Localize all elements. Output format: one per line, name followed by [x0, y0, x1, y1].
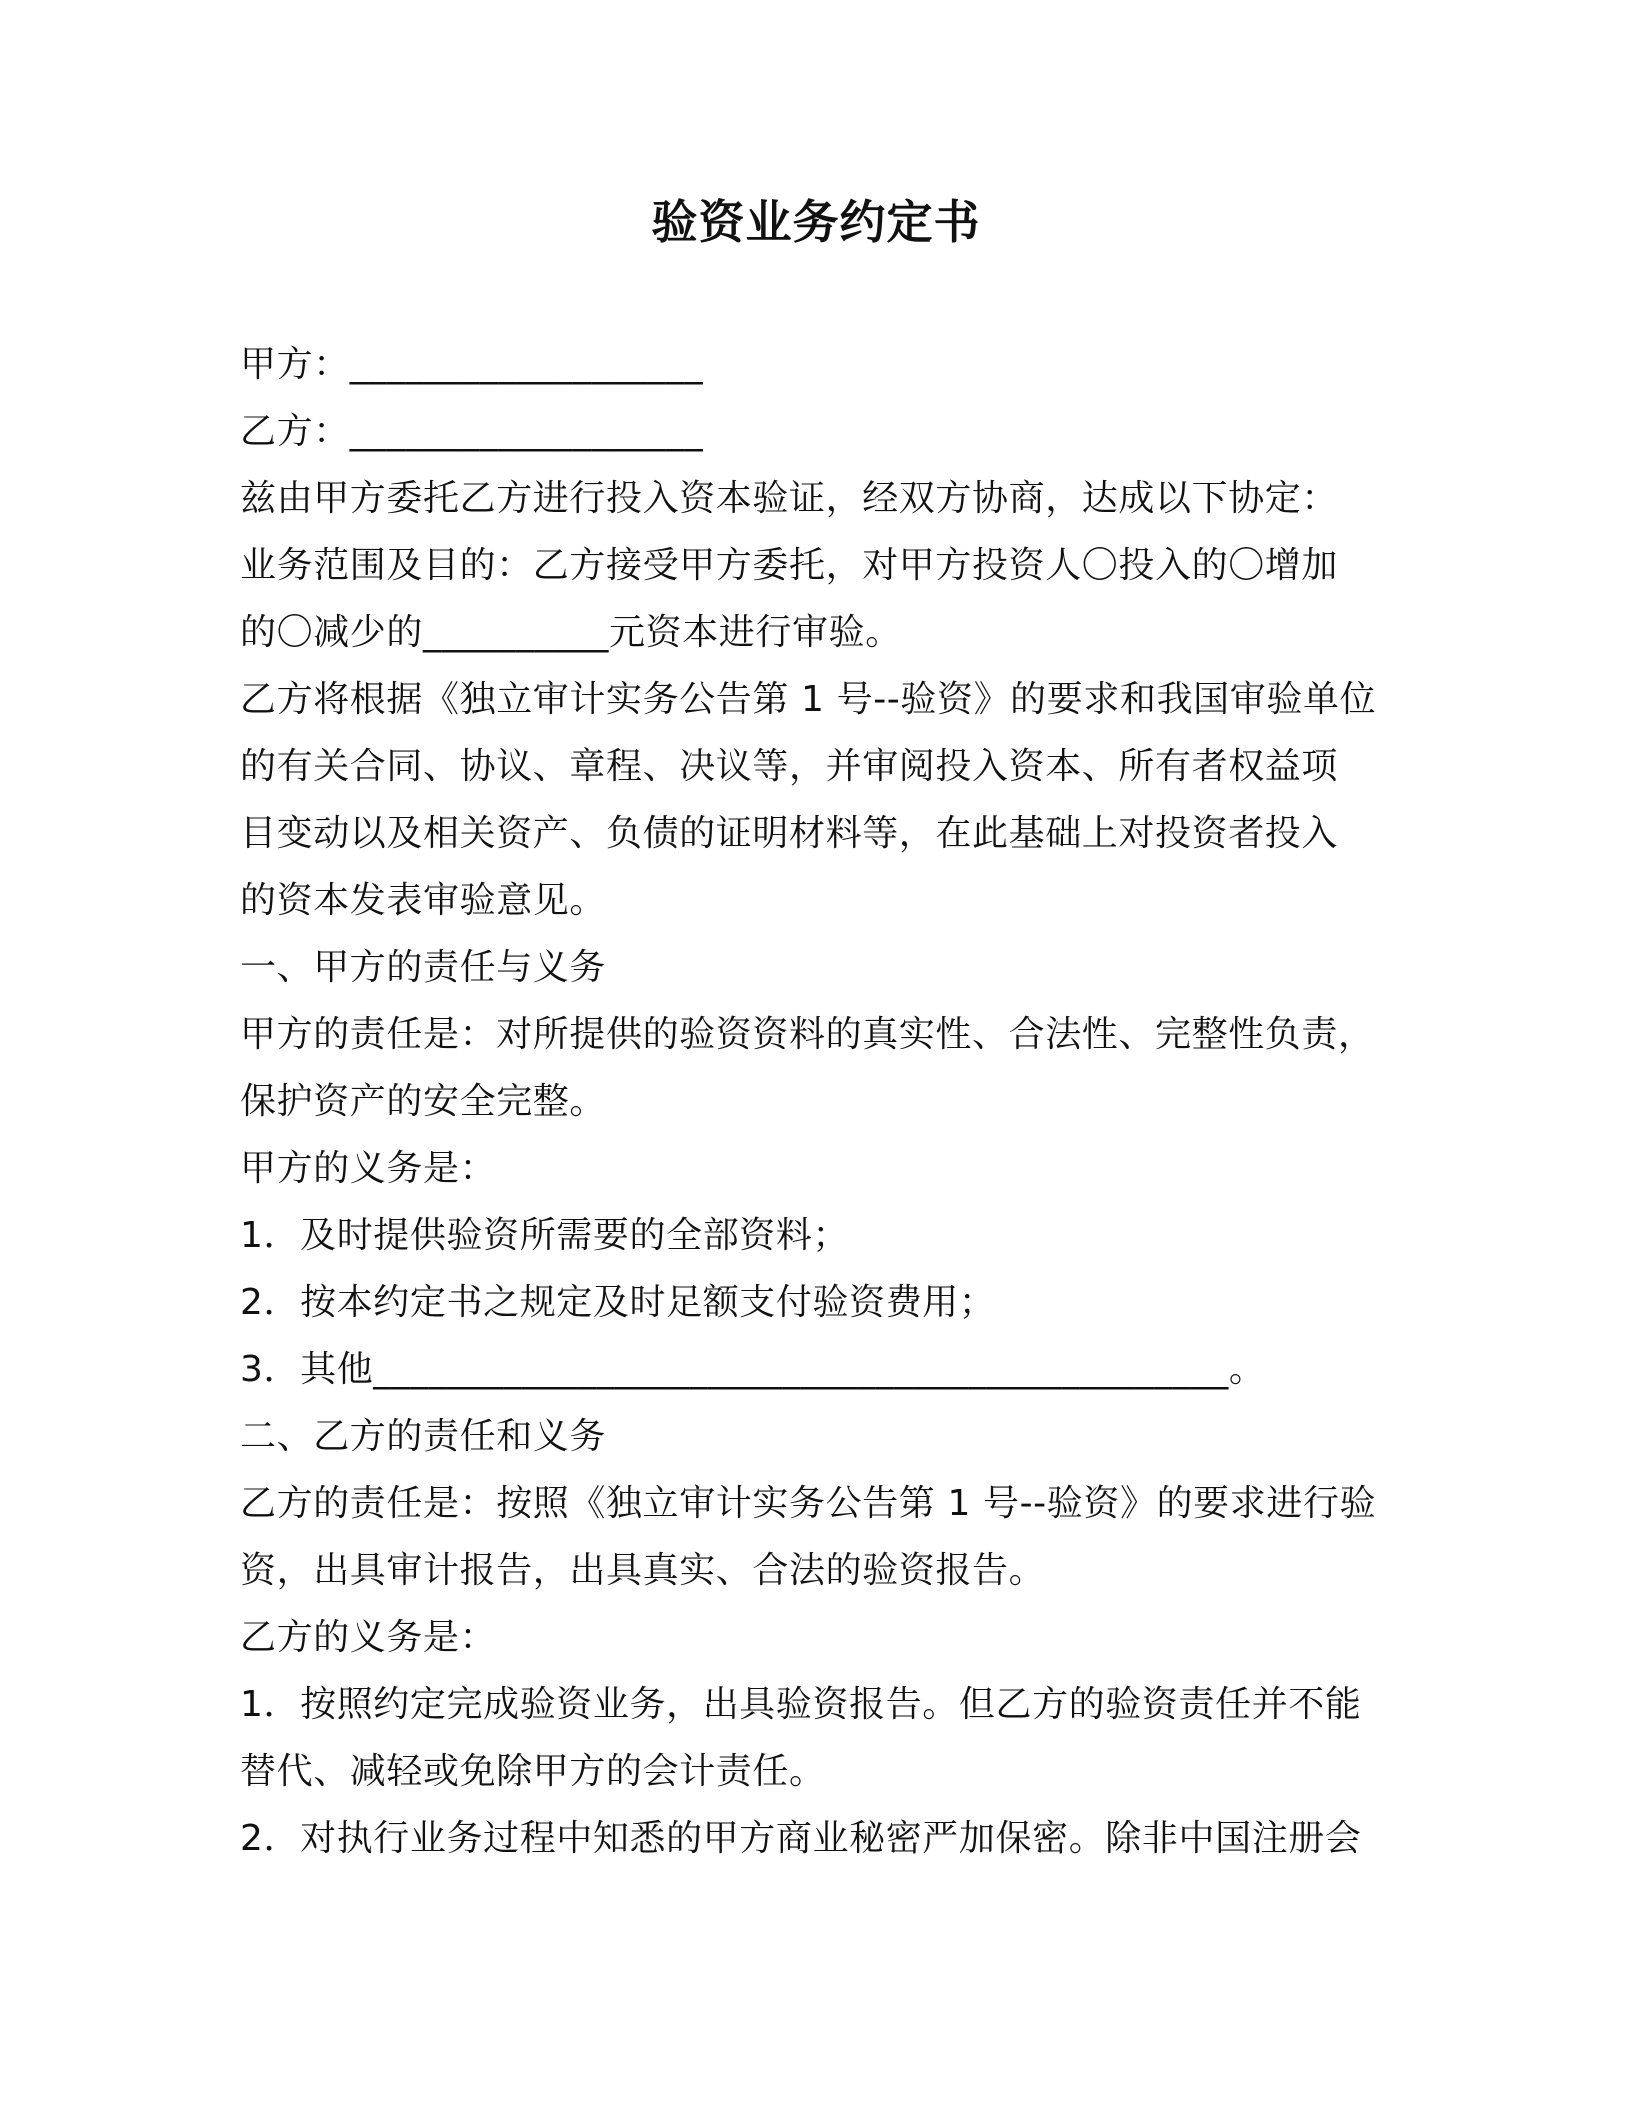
list-item: 2．按本约定书之规定及时足额支付验资费用； [240, 1282, 996, 1323]
section-heading: 二、乙方的责任和义务 [240, 1416, 607, 1457]
scope-line: 的〇减少的__________元资本进行审验。 [240, 612, 902, 653]
basis-line: 目变动以及相关资产、负债的证明材料等，在此基础上对投资者投入 [240, 813, 1339, 854]
basis-line: 的有关合同、协议、章程、决议等，并审阅投入资本、所有者权益项 [240, 746, 1339, 787]
preamble-line: 兹由甲方委托乙方进行投入资本验证，经双方协商，达成以下协定： [240, 478, 1339, 519]
party-a-obligations-heading: 甲方的义务是： [240, 1148, 497, 1189]
party-a-responsibility-line: 甲方的责任是：对所提供的验资资料的真实性、合法性、完整性负责， [240, 1014, 1375, 1055]
party-b-responsibility-line: 乙方的责任是：按照《独立审计实务公告第 1 号--验资》的要求进行验 [240, 1483, 1377, 1524]
party-b-responsibility-line: 资，出具审计报告，出具真实、合法的验资报告。 [240, 1550, 1046, 1591]
party-b-obligations-heading: 乙方的义务是： [240, 1617, 497, 1658]
list-item: 2．对执行业务过程中知悉的甲方商业秘密严加保密。除非中国注册会 [240, 1818, 1362, 1859]
list-item: 1．及时提供验资所需要的全部资料； [240, 1215, 850, 1256]
list-item: 3．其他______________________________________________。 [240, 1349, 1266, 1390]
scope-line: 业务范围及目的：乙方接受甲方委托，对甲方投资人〇投入的〇增加 [240, 545, 1339, 586]
basis-line: 乙方将根据《独立审计实务公告第 1 号--验资》的要求和我国审验单位 [240, 679, 1377, 720]
basis-line: 的资本发表审验意见。 [240, 880, 607, 921]
document-body [240, 331, 1390, 1872]
section-heading: 一、甲方的责任与义务 [240, 947, 607, 988]
party-b-line: 乙方：___________________ [240, 411, 704, 452]
document-title: 验资业务约定书 [651, 195, 981, 249]
party-a-line: 甲方：___________________ [240, 344, 704, 385]
list-item: 替代、减轻或免除甲方的会计责任。 [240, 1751, 826, 1792]
list-item: 1．按照约定完成验资业务，出具验资报告。但乙方的验资责任并不能 [240, 1684, 1362, 1725]
party-a-responsibility-line: 保护资产的安全完整。 [240, 1081, 607, 1122]
